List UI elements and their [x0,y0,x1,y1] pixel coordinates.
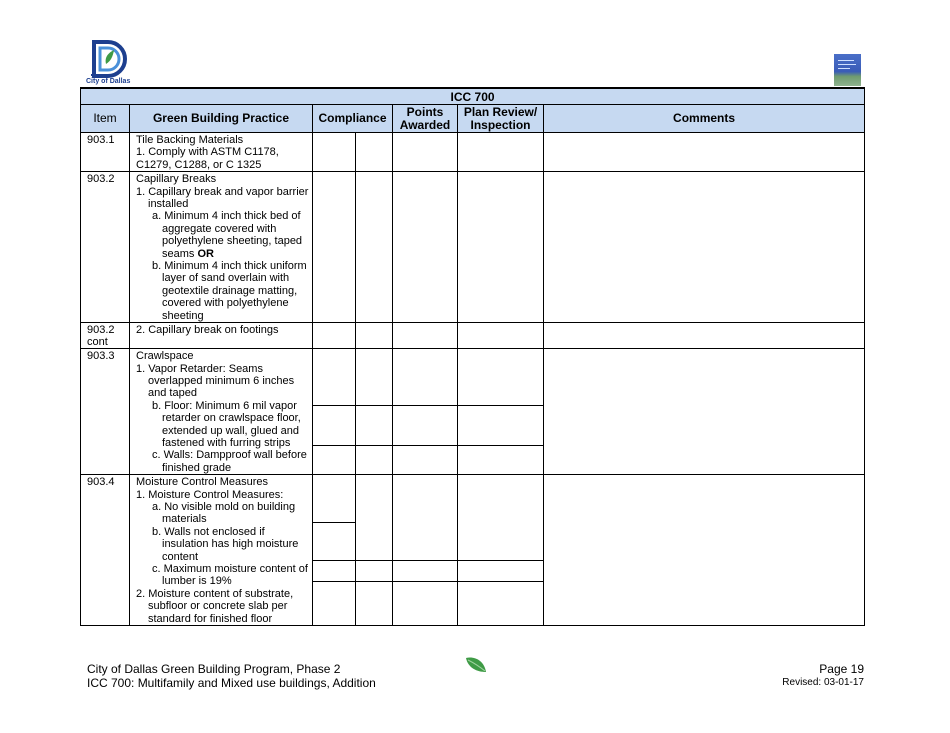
item-number: 903.2 cont [81,323,130,349]
practice-text: Tile Backing Materials 1. Comply with ASTM C1178, C1279, C1288, or C 1325 [130,133,313,172]
page-number: Page 19 [819,662,864,676]
comments-cell[interactable] [544,172,865,323]
practice-text: Capillary Breaks 1. Capillary break and vapor barrier installed a. Minimum 4 inch thick bed of aggregate covered with polyethylene sheeting, taped seams OR b. Minimum 4 inch thick uniform layer of sand overlain with geotextile drainage matting, covered with polyethylene sheeting [130,172,313,323]
logo-caption: City of Dallas [86,78,131,85]
footer-line-1: City of Dallas Green Building Program, Phase 2 [87,662,341,676]
col-header-points: Points Awarded [393,105,458,133]
plan-review-cell[interactable] [458,172,544,323]
col-header-compliance: Compliance [313,105,393,133]
item-number: 903.2 [81,172,130,323]
item-number: 903.1 [81,133,130,172]
plan-review-cell[interactable] [458,349,544,475]
points-cell[interactable] [393,349,458,475]
points-cell[interactable] [393,475,458,626]
table-row [81,133,865,172]
footer-program [87,662,376,690]
table-title: ICC 700 [81,88,865,105]
points-cell[interactable] [393,172,458,323]
compliance-no-cell[interactable] [356,133,393,172]
item-number: 903.4 [81,475,130,626]
compliance-yes-cell[interactable] [313,133,356,172]
col-header-comments: Comments [544,105,865,133]
table-row [81,323,865,349]
comments-cell[interactable] [544,349,865,475]
compliance-yes-cell[interactable] [313,172,356,323]
practice-text: 2. Capillary break on footings [130,323,313,349]
leaf-icon [465,656,487,674]
compliance-no-cell[interactable] [356,349,393,475]
practice-text: Crawlspace 1. Vapor Retarder: Seams overlapped minimum 6 inches and taped b. Floor: Minimum 6 mil vapor retarder on crawlspace floor, extended up wall, glued and fastened with furring strips c. Walls: Dampproof wall before finished grade [130,349,313,475]
footer-page-info [782,662,864,690]
compliance-no-cell[interactable] [356,172,393,323]
city-of-dallas-logo-icon [86,40,136,86]
practice-text: Moisture Control Measures 1. Moisture Control Measures: a. No visible mold on building materials b. Walls not enclosed if insulation has high moisture content c. Maximum moisture content of lumber is 19% 2. Moisture content of substrate, subfloor or concrete slab per standard for finished floor [130,475,313,626]
col-header-item: Item [81,105,130,133]
icc-badge-icon [834,54,861,86]
compliance-yes-cell[interactable] [313,323,356,349]
plan-review-cell[interactable] [458,323,544,349]
points-cell[interactable] [393,133,458,172]
revised-date: Revised: 03-01-17 [782,677,864,688]
item-number: 903.3 [81,349,130,475]
table-row [81,349,865,475]
footer-line-2: ICC 700: Multifamily and Mixed use buildings, Addition [87,676,376,690]
comments-cell[interactable] [544,475,865,626]
compliance-no-cell[interactable] [356,323,393,349]
plan-review-cell[interactable] [458,133,544,172]
compliance-yes-cell[interactable] [313,475,356,626]
table-row [81,475,865,626]
comments-cell[interactable] [544,133,865,172]
compliance-yes-cell[interactable] [313,349,356,475]
plan-review-cell[interactable] [458,475,544,626]
comments-cell[interactable] [544,323,865,349]
table-row [81,172,865,323]
col-header-plan-review: Plan Review/ Inspection [458,105,544,133]
icc-700-checklist-table [80,87,865,626]
col-header-practice: Green Building Practice [130,105,313,133]
points-cell[interactable] [393,323,458,349]
compliance-no-cell[interactable] [356,475,393,626]
